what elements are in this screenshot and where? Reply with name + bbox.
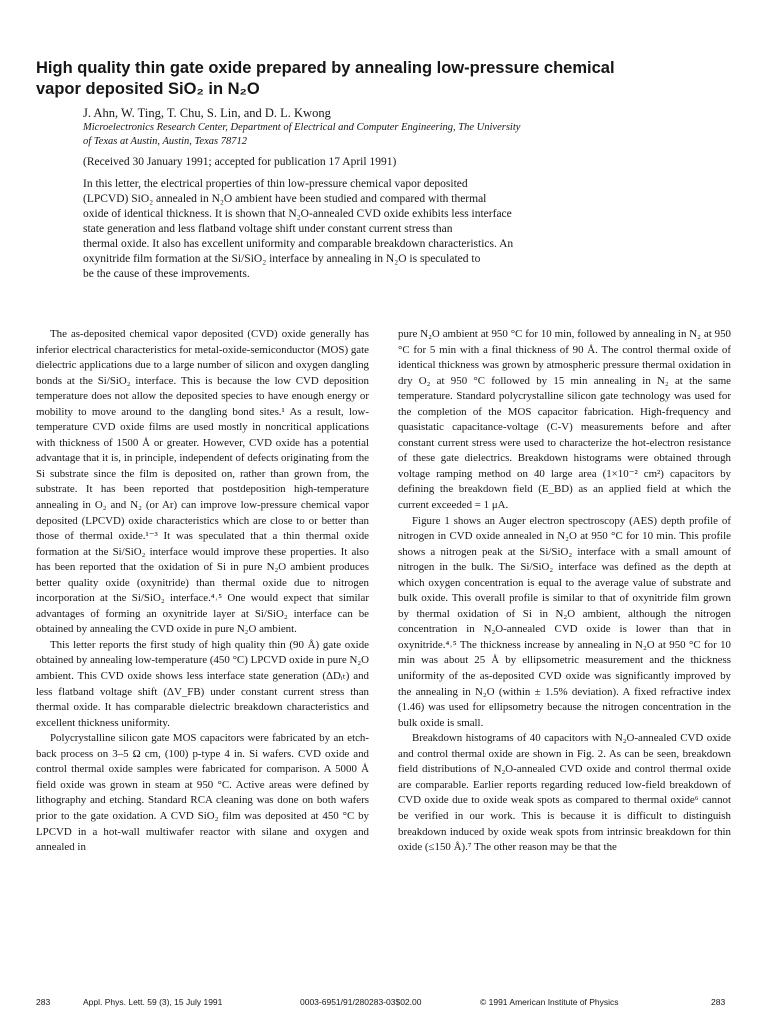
- page-footer: [0, 995, 768, 1009]
- author-list: J. Ahn, W. Ting, T. Chu, S. Lin, and D. L. Kwong: [83, 106, 331, 120]
- abstract-line: oxide of identical thickness. It is shown that N₂O-annealed CVD oxide exhibits less interface: [83, 208, 512, 220]
- title-line-1: High quality thin gate oxide prepared by annealing low-pressure chemical: [36, 59, 615, 77]
- title-line-2: vapor deposited SiO₂ in N₂O: [36, 80, 260, 98]
- article-title: [36, 58, 736, 100]
- body-paragraph: Breakdown histograms of 40 capacitors with N₂O-annealed CVD oxide and control thermal oxide are shown in Fig. 2. As can be seen, breakdown field distributions of N₂O-annealed CVD oxide and control thermal oxide are comparable. Earlier reports regarding reduced low-field breakdown of CVD oxide due to oxide weak spots as compared to thermal oxide⁶ cannot be verified in our work. This is because it is difficult to distinguish breakdown induced by oxide weak spots from intrinsic breakdown for thin oxide (≤150 Å).⁷ The other reason may be that the: [398, 732, 731, 854]
- body-paragraph: This letter reports the first study of high quality thin (90 Å) gate oxide obtained by annealing low-temperature (450 °C) LPCVD oxide in pure N₂O ambient. This CVD oxide shows less interface state generation (ΔDᵢₜ) and less flatband voltage shift (ΔV_FB) under constant current stress than thermal oxide. It has comparable dielectric breakdown characteristics and excellent thickness uniformity.: [36, 638, 369, 729]
- abstract-line: (LPCVD) SiO₂ annealed in N₂O ambient have been studied and compared with thermal: [83, 193, 487, 205]
- abstract-line: state generation and less flatband voltage shift under constant current stress than: [83, 223, 453, 235]
- abstract-line: oxynitride film formation at the Si/SiO₂ interface by annealing in N₂O is speculated to: [83, 253, 481, 265]
- abstract: [83, 177, 733, 282]
- page-number-left: 283: [36, 997, 51, 1007]
- abstract-line: thermal oxide. It also has excellent uniformity and comparable breakdown characteristics. An: [83, 238, 514, 250]
- body-column-right: [398, 327, 731, 856]
- received-dates: (Received 30 January 1991; accepted for publication 17 April 1991): [83, 156, 397, 168]
- abstract-line: be the cause of these improvements.: [83, 268, 250, 280]
- body-paragraph: Figure 1 shows an Auger electron spectroscopy (AES) depth profile of nitrogen in CVD oxide annealed in N₂O at 950 °C for 10 min. This profile shows a nitrogen peak at the Si/SiO₂ interface with a small amount of nitrogen in the bulk. The Si/SiO₂ interface was defined as the depth at which oxygen concentration is equal to the average value of substrate and bulk oxide. This overall profile is similar to that of oxynitride film grown by thermal oxidation of Si in N₂O ambient, although the nitrogen concentration in N₂O-annealed CVD oxide is lower than that in oxynitride.⁴˒⁵ The thickness increase by annealing in N₂O at 950 °C for 10 min was about 25 Å by ellipsometric measurement and the thickness uniformity of the as-deposited CVD oxide was significantly improved by the annealing in N₂O (within ± 1.5% deviation). A fixed refractive index (1.46) was used for ellipsometry because the nitrogen concentration in the bulk oxide is small.: [398, 514, 731, 729]
- body-paragraph: Polycrystalline silicon gate MOS capacitors were fabricated by an etch-back process on 3–5 Ω cm, (100) p-type 4 in. Si wafers. CVD oxide and control thermal oxide samples were fabricated for comparison. A 5000 Å field oxide was grown in steam at 950 °C. Active areas were defined by lithography and etching. Standard RCA cleaning was done on both wafers prior to the gate oxidation. A CVD SiO₂ film was deposited at 450 °C by LPCVD in a hot-wall multiwafer reactor with silane and oxygen and annealed in: [36, 732, 369, 854]
- affiliation-line-1: Microelectronics Research Center, Department of Electrical and Computer Engineering, The University: [83, 122, 521, 133]
- body-paragraph: pure N₂O ambient at 950 °C for 10 min, followed by annealing in N₂ at 950 °C for 5 min with a final thickness of 90 Å. The control thermal oxide of identical thickness was grown by atmospheric pressure thermal oxidation in dry O₂ at 950 °C followed by 15 min annealing in N₂ at the same temperature. Standard polycrystalline silicon gate technology was used for the completion of the MOS capacitor fabrication. High-frequency and quasistatic capacitance-voltage (C-V) measurements before and after constant current stress were used to characterize the hot-electron resistance of these gate dielectrics. Breakdown histograms were obtained through voltage ramping method on 40 large area (1×10⁻² cm²) capacitors by defining the breakdown field (E_BD) as an applied field at which the current exceeded = 1 μA.: [398, 328, 731, 512]
- article-code: 0003-6951/91/280283-03$02.00: [300, 997, 422, 1007]
- journal-citation: Appl. Phys. Lett. 59 (3), 15 July 1991: [83, 997, 223, 1007]
- affiliation-line-2: of Texas at Austin, Austin, Texas 78712: [83, 136, 247, 147]
- body-column-left: [36, 327, 369, 856]
- copyright-notice: © 1991 American Institute of Physics: [480, 997, 619, 1007]
- body-paragraph: The as-deposited chemical vapor deposited (CVD) oxide generally has inferior electrical characteristics for metal-oxide-semiconductor (MOS) gate dielectric applications due to a large number of silicon and oxygen dangling bonds at the Si/SiO₂ interface. This is because the low CVD deposition temperature does not allow the deposited species to have enough energy or mobility to move around to the dangling bond sites.¹ As a result, low-temperature CVD oxide films are used mostly in noncritical applications with thickness of 1500 Å or greater. However, CVD oxide has a potential advantage that it is, in principle, independent of defects originating from the Si substrate since the film is deposited on, rather than grown from, the substrate. It has been reported that postdeposition high-temperature annealing in O₂ and N₂ (or Ar) can improve low-pressure chemical vapor deposited (LPCVD) oxide characteristics which are close to or better than those of thermal oxide.¹⁻³ It was speculated that a thin thermal oxide formation at the Si/SiO₂ interface would improve these properties. It also has been reported that the oxidation of Si in pure N₂O ambient produces better quality oxide (oxynitride) than thermal oxide due to nitrogen incorporation at the Si/SiO₂ interface.⁴˒⁵ One would expect that similar advantages of forming an oxynitride layer at Si/SiO₂ interface can be obtained by annealing the CVD oxide in pure N₂O ambient.: [36, 328, 369, 636]
- page-number-right: 283: [711, 997, 726, 1007]
- affiliation: [83, 121, 643, 149]
- abstract-line: In this letter, the electrical properties of thin low-pressure chemical vapor deposited: [83, 178, 468, 190]
